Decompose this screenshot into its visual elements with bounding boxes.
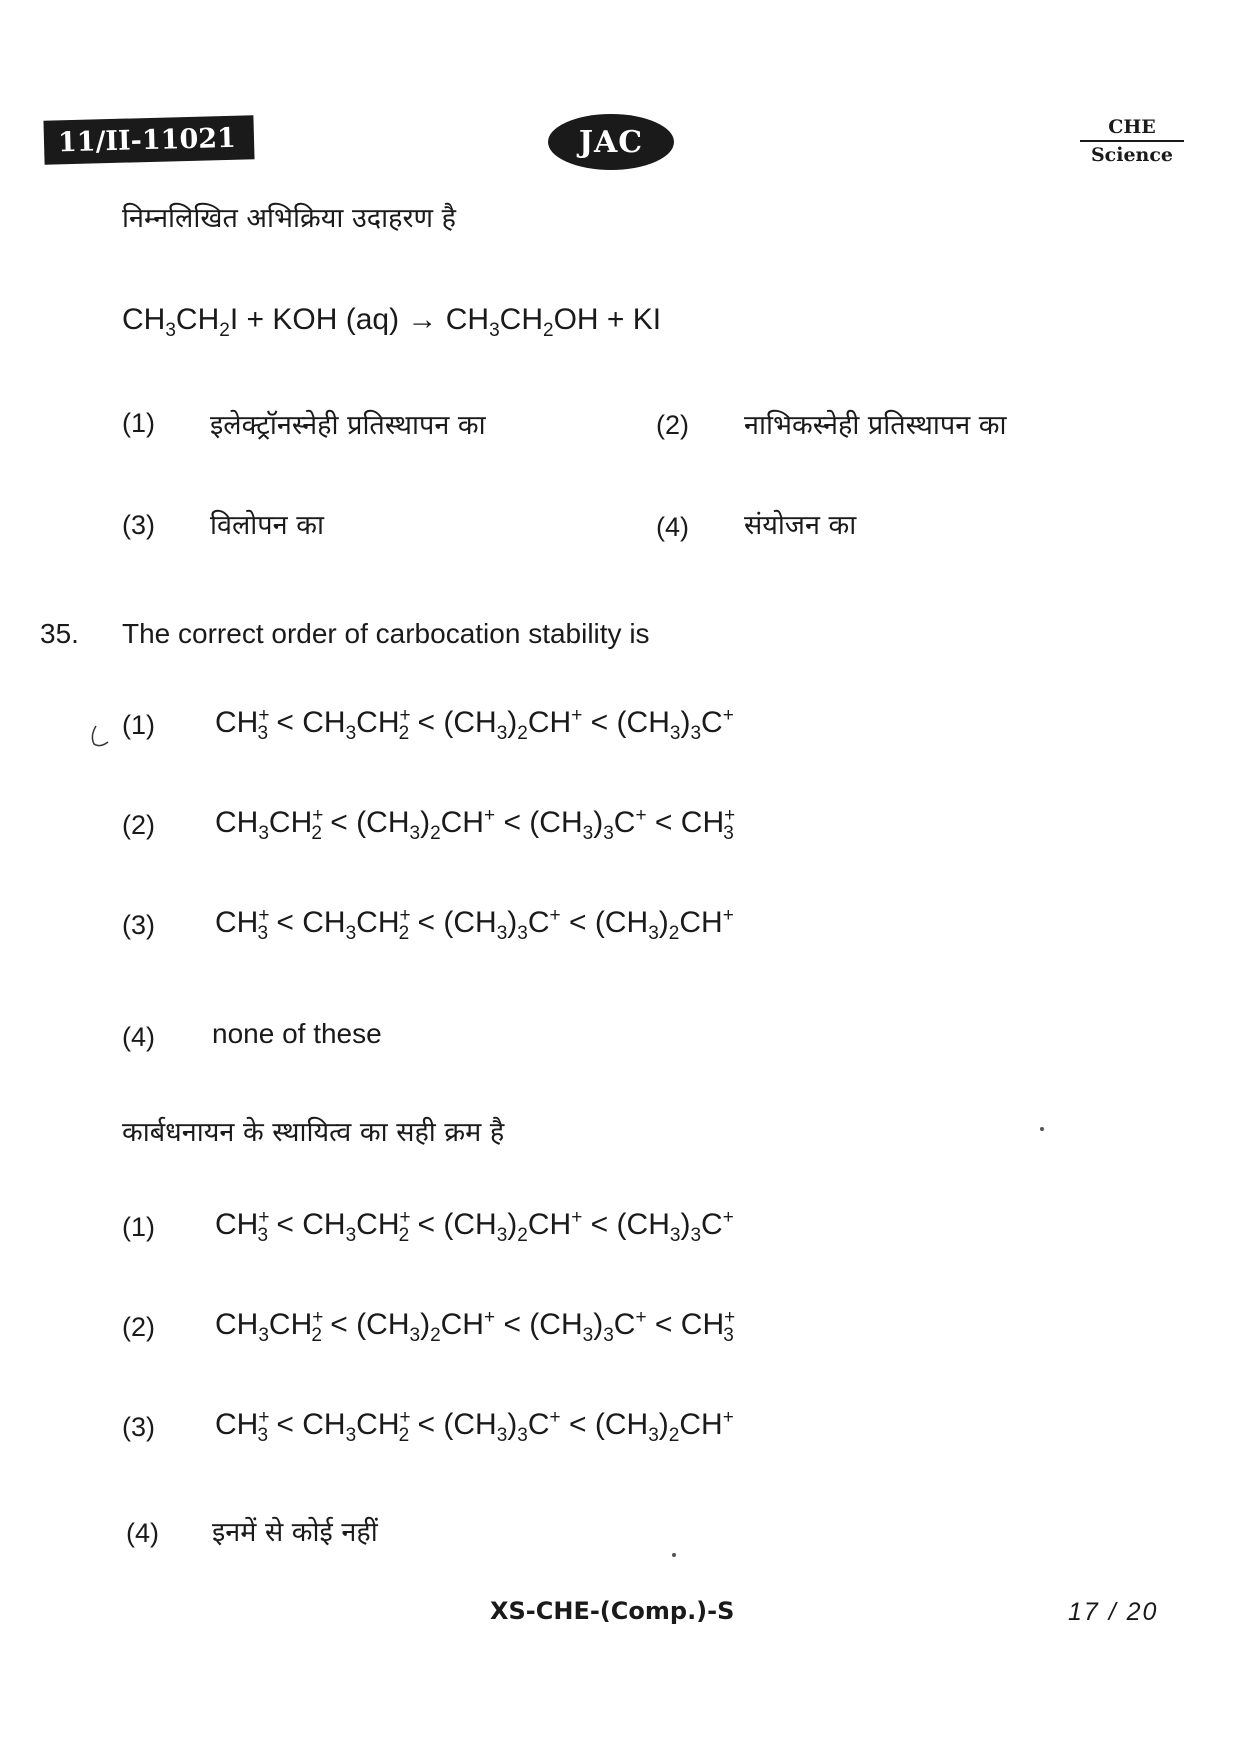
- q35-en-option-1-num: (1): [122, 710, 155, 740]
- scan-dot: [1040, 1127, 1044, 1131]
- q35-en-option-4-num: (4): [122, 1022, 155, 1052]
- q35-en-option-3-num: (3): [122, 910, 155, 940]
- q35-hi-option-3-num: (3): [122, 1412, 155, 1442]
- q35-en-option-3-formula: $CH^+_3 < CH_3CH^+_2 < (CH_3)_3C^+ < (CH_3)_2CH^+$: [215, 905, 734, 944]
- q35-hi-option-4-num: (4): [126, 1518, 159, 1548]
- q34-option-1-num: (1): [122, 408, 155, 438]
- q35-english-stem: The correct order of carbocation stability is: [122, 618, 650, 649]
- page-number: 17 / 20: [1068, 1598, 1159, 1626]
- q34-option-4-num: (4): [656, 512, 689, 542]
- q35-en-option-2-num: (2): [122, 810, 155, 840]
- q34-hindi-stem: निम्नलिखित अभिक्रिया उदाहरण है: [122, 203, 456, 234]
- subject-label: [1080, 116, 1184, 166]
- q35-hindi-stem: कार्बधनायन के स्थायित्व का सही क्रम है: [122, 1117, 505, 1148]
- paper-code: 11/II-11021: [43, 115, 254, 164]
- scan-dot: [672, 1553, 676, 1557]
- reaction-equation: $CH_3CH_2I$ + KOH $(aq) \to CH_3CH_2OH$ + KI: [122, 303, 662, 341]
- q34-option-3-text: विलोपन का: [210, 510, 324, 541]
- q34-option-1-text: इलेक्ट्रॉनस्नेही प्रतिस्थापन का: [210, 410, 486, 441]
- q35-en-option-4-text: none of these: [212, 1018, 382, 1049]
- q34-option-2-num: (2): [656, 410, 689, 440]
- q34-option-2-text: नाभिकस्नेही प्रतिस्थापन का: [744, 410, 1007, 441]
- q35-hi-option-1-num: (1): [122, 1212, 155, 1242]
- reaction-arrow: →: [407, 303, 438, 336]
- footer-paper-code: XS-CHE-(Comp.)-S: [490, 1597, 735, 1625]
- subject-code: CHE: [1080, 116, 1184, 142]
- q35-hi-option-2-formula: $CH_3CH^+_2 < (CH_3)_2CH^+ < (CH_3)_3C^+ < CH^+_3$: [215, 1307, 736, 1346]
- q35-en-option-1-formula: $CH^+_3 < CH_3CH^+_2 < (CH_3)_2CH^+ < (CH_3)_3C^+$: [215, 705, 734, 744]
- board-logo: JAC: [548, 114, 674, 170]
- q35-hi-option-2-num: (2): [122, 1312, 155, 1342]
- question-number: 35.: [40, 618, 79, 649]
- q34-option-3-num: (3): [122, 510, 155, 540]
- subject-name: Science: [1090, 144, 1174, 166]
- q35-hi-option-3-formula: $CH^+_3 < CH_3CH^+_2 < (CH_3)_3C^+ < (CH_3)_2CH^+$: [215, 1407, 734, 1446]
- q35-hi-option-1-formula: $CH^+_3 < CH_3CH^+_2 < (CH_3)_2CH^+ < (CH_3)_3C^+$: [215, 1207, 734, 1246]
- q35-en-option-2-formula: $CH_3CH^+_2 < (CH_3)_2CH^+ < (CH_3)_3C^+ < CH^+_3$: [215, 805, 736, 844]
- q35-hi-option-4-text: इनमें से कोई नहीं: [212, 1517, 378, 1548]
- q34-option-4-text: संयोजन का: [744, 510, 857, 541]
